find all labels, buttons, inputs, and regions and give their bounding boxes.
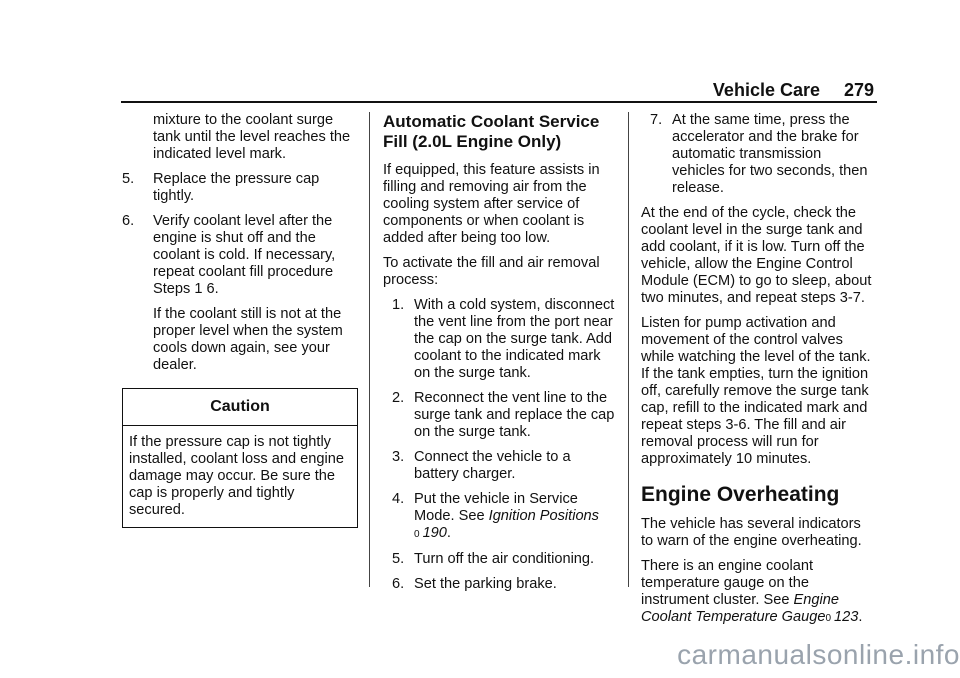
caution-body: If the pressure cap is not tightly installed, coolant loss and engine damage may occur. Be sure the cap is properly and tightly secured. xyxy=(129,434,345,518)
column-left xyxy=(122,112,358,528)
step-number: 6. xyxy=(122,213,135,229)
step-number: 4. xyxy=(392,491,405,507)
step-4 xyxy=(383,491,616,543)
column-middle xyxy=(383,112,616,601)
ignition-positions-link[interactable]: Ignition Positions xyxy=(488,508,599,524)
step-text: Set the parking brake. xyxy=(414,576,557,592)
step-text: Reconnect the vent line to the surge tank and replace the cap on the surge tank. xyxy=(414,390,615,440)
paragraph: The vehicle has several indicators to warn of the engine overheating. xyxy=(641,516,862,549)
caution-box xyxy=(122,388,358,528)
step-text: With a cold system, disconnect the vent line from the port near the cap on the surge tank. Add coolant to the indicated mark on the surge tank. xyxy=(414,297,615,381)
column-divider xyxy=(369,112,370,587)
page-ref[interactable]: 123 xyxy=(834,609,859,625)
watermark: carmanualsonline.info xyxy=(677,639,960,670)
step-6-note: If the coolant still is not at the proper level when the system cools down again, see your dealer. xyxy=(153,306,343,373)
step-number: 3. xyxy=(392,449,405,465)
step-text xyxy=(414,491,616,543)
activate-paragraph: To activate the fill and air removal process: xyxy=(383,255,600,288)
step-5 xyxy=(383,551,616,568)
step-7 xyxy=(641,112,877,197)
step-number: 7. xyxy=(650,112,663,128)
step-text: Replace the pressure cap tightly. xyxy=(153,171,320,204)
step-number: 1. xyxy=(392,297,405,313)
engine-overheating-heading: Engine Overheating xyxy=(641,483,840,506)
paragraph: Listen for pump activation and movement of the control valves while watching the level of the tank. If the tank empties, turn the ignition off, carefully remove the surge tank cap, refill to the indicated mark and repeat steps 3-6. The fill and air removal process will run for approximately 10 minutes. xyxy=(641,315,871,467)
column-right xyxy=(641,112,877,635)
section-heading: Automatic Coolant Service Fill (2.0L Engine Only) xyxy=(383,112,600,151)
step-number: 5. xyxy=(122,171,135,187)
page-ref-arrow-icon: 0 xyxy=(825,613,831,624)
page-number: 279 xyxy=(843,80,874,100)
engine-coolant-gauge-link[interactable]: Engine Coolant Temperature Gauge xyxy=(641,592,839,625)
step-number: 6. xyxy=(392,576,405,592)
caution-title: Caution xyxy=(123,389,357,426)
step-2 xyxy=(383,390,616,441)
step-text-pre: Put the vehicle in Service Mode. See xyxy=(414,491,578,524)
step-6 xyxy=(383,576,616,593)
page-ref[interactable]: 190 xyxy=(422,525,447,541)
step-5 xyxy=(122,171,358,205)
paragraph xyxy=(641,558,877,627)
continuation-text: mixture to the coolant surge tank until the level reaches the indicated level mark. xyxy=(153,112,351,162)
step-text: Connect the vehicle to a battery charger. xyxy=(414,449,571,482)
header-rule xyxy=(121,101,877,103)
section-title: Vehicle Care xyxy=(712,80,820,100)
step-text: Turn off the air conditioning. xyxy=(414,551,595,567)
step-number: 5. xyxy=(392,551,405,567)
step-6 xyxy=(122,213,358,298)
step-1 xyxy=(383,297,616,382)
column-divider xyxy=(628,112,629,587)
step-number: 2. xyxy=(392,390,405,406)
step-3 xyxy=(383,449,616,483)
step-text: Verify coolant level after the engine is shut off and the coolant is cold. If necessary, repeat coolant fill procedure Steps 1 6. xyxy=(153,213,336,297)
intro-paragraph: If equipped, this feature assists in filling and removing air from the cooling system after service of components or when coolant is added after being too low. xyxy=(383,162,600,246)
step-text: At the same time, press the accelerator and the brake for automatic transmission vehicles for two seconds, then release. xyxy=(672,112,868,196)
page-ref-arrow-icon: 0 xyxy=(414,529,420,540)
step-text-post: . xyxy=(446,525,451,541)
paragraph: At the end of the cycle, check the coolant level in the surge tank and add coolant, if it is low. Turn off the vehicle, allow the Engine Control Module (ECM) to go to sleep, about two minutes, and repeat steps 3-7. xyxy=(641,205,872,306)
para-text: There is an engine coolant temperature gauge on the instrument cluster. See xyxy=(641,558,813,608)
para-text-post: . xyxy=(858,609,863,625)
